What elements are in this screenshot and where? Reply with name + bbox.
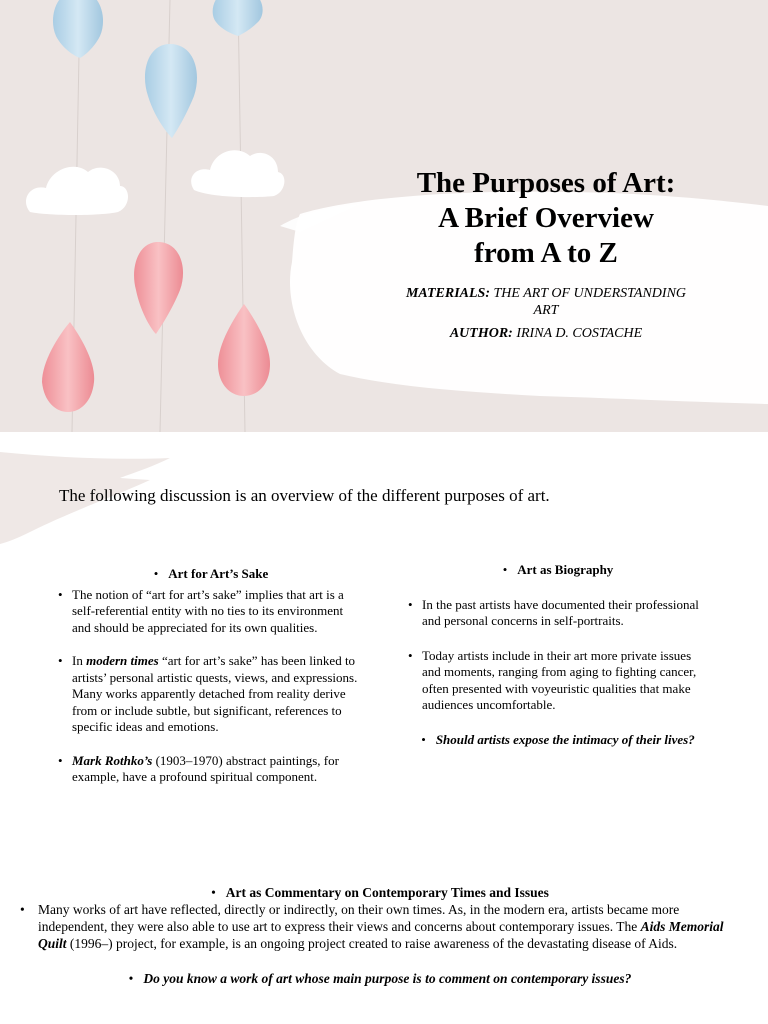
discussion-question: • Should artists expose the intimacy of their lives? xyxy=(408,732,708,749)
body-text: Today artists include in their art more private issues and moments, ranging from aging to fighting cancer, often presented with voyeuristic qualities that make audiences uncomfortable. xyxy=(422,647,697,712)
materials-value: THE ART OF UNDERSTANDING ART xyxy=(493,286,687,318)
intro-text: The following discussion is an overview of the different purposes of art. xyxy=(59,486,550,505)
left-column xyxy=(58,566,364,803)
blue-balloon-shapes xyxy=(53,0,263,138)
author-label: AUTHOR: xyxy=(449,326,513,341)
author-line xyxy=(405,325,687,342)
bullet-list xyxy=(58,587,364,786)
section-heading-art-as-biography: • Art as Biography xyxy=(408,562,708,579)
emphasis-text: Mark Rothko’s xyxy=(72,752,153,768)
cloud-shapes xyxy=(26,150,284,215)
right-column xyxy=(408,562,708,748)
list-item xyxy=(408,648,708,714)
materials-line xyxy=(405,285,687,319)
section-heading-commentary: • Art as Commentary on Contemporary Times and Issues xyxy=(20,884,740,901)
hero-banner xyxy=(0,0,768,432)
discussion-question: • Do you know a work of art whose main purpose is to comment on contemporary issues? xyxy=(20,970,740,987)
body-text: (1903–1970) abstract paintings, for example, have a profound spiritual component. xyxy=(72,752,339,784)
body-text: In xyxy=(72,653,87,668)
list-item xyxy=(408,597,708,630)
title-block xyxy=(405,166,687,348)
list-item xyxy=(58,653,364,736)
body-text: (1996–) project, for example, is an ongoing project created to raise awareness of the devastating disease of Aids. xyxy=(66,936,678,951)
bullet-list xyxy=(20,901,740,952)
document-title: The Purposes of Art: A Brief Overview from A to Z xyxy=(416,167,676,269)
list-item xyxy=(20,901,740,952)
bottom-section xyxy=(20,884,740,987)
body-text: “art for art’s sake” has been linked to artists’ personal artistic quests, views, and expressions. Many works apparently detached from reality derive from or include subtle, but significant, references to specific ideas and emotions. xyxy=(72,653,358,734)
bullet-list xyxy=(408,597,708,714)
list-item xyxy=(58,753,364,786)
pink-balloon-shapes xyxy=(42,242,270,412)
body-text: The notion of “art for art’s sake” implies that art is a self-referential entity with no ties to its environment and should be appreciated for its own qualities. xyxy=(72,586,344,635)
emphasis-text: modern times xyxy=(86,653,159,668)
document-meta xyxy=(405,285,687,342)
body-text: In the past artists have documented their professional and personal concerns in self-portraits. xyxy=(422,596,699,628)
section-heading-art-for-arts-sake: • Art for Art’s Sake xyxy=(58,566,364,583)
body-text: Many works of art have reflected, directly or indirectly, on their own times. As, in the modern era, artists became more independent, they were also able to use art to express their views and concerns about contemporary issues. The xyxy=(38,902,680,934)
materials-label: MATERIALS: xyxy=(405,286,490,301)
emphasis-text: Aids Memorial Quilt xyxy=(38,919,724,951)
list-item xyxy=(58,587,364,637)
author-value: IRINA D. COSTACHE xyxy=(516,326,643,341)
